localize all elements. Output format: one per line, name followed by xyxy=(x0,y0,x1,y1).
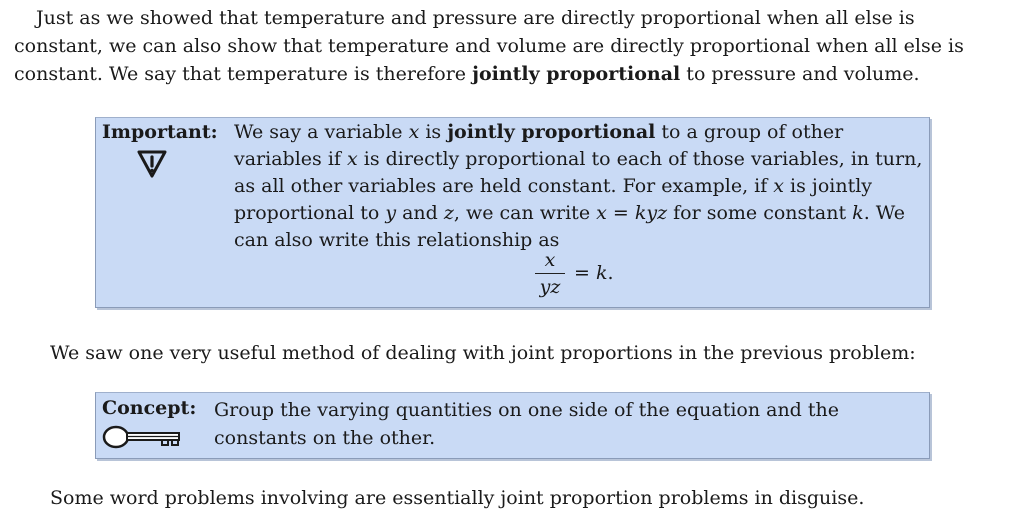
concept-box xyxy=(95,392,930,459)
important-text: We say a variable x is jointly proportional to a group of other variables if x is directly proportional to each of those variables, in turn, as all other variables are held constant. For example, if x is jointly proportional to y and z, we can write x = kyz for some constant k. We can also write this relationship as xyxy=(234,121,923,251)
important-box xyxy=(95,117,930,308)
jointly-proportional-definition: jointly proportional xyxy=(447,121,656,143)
warning-shield-icon xyxy=(136,149,168,179)
concept-label: Concept: xyxy=(102,397,197,419)
closing-paragraph: Some word problems involving are essentially joint proportion problems in disguise. xyxy=(50,487,865,509)
important-label: Important: xyxy=(102,121,218,143)
fraction-x-over-yz xyxy=(530,249,570,298)
method-paragraph: We saw one very useful method of dealing with joint proportions in the previous problem: xyxy=(50,342,916,364)
key-icon xyxy=(102,425,184,449)
fraction-denominator: yz xyxy=(539,276,561,298)
intro-paragraph: Just as we showed that temperature and pressure are directly proportional when all else is constant, we can also show that temperature and volume are directly proportional when all else is constant. We say that temperature is therefore jointly proportional to pressure and volume. xyxy=(14,7,964,85)
fraction-numerator: x xyxy=(544,249,556,271)
fraction-rhs: = k. xyxy=(574,262,614,284)
concept-text: Group the varying quantities on one side of the equation and the constants on the other. xyxy=(214,399,840,449)
jointly-proportional-term: jointly proportional xyxy=(472,63,681,85)
